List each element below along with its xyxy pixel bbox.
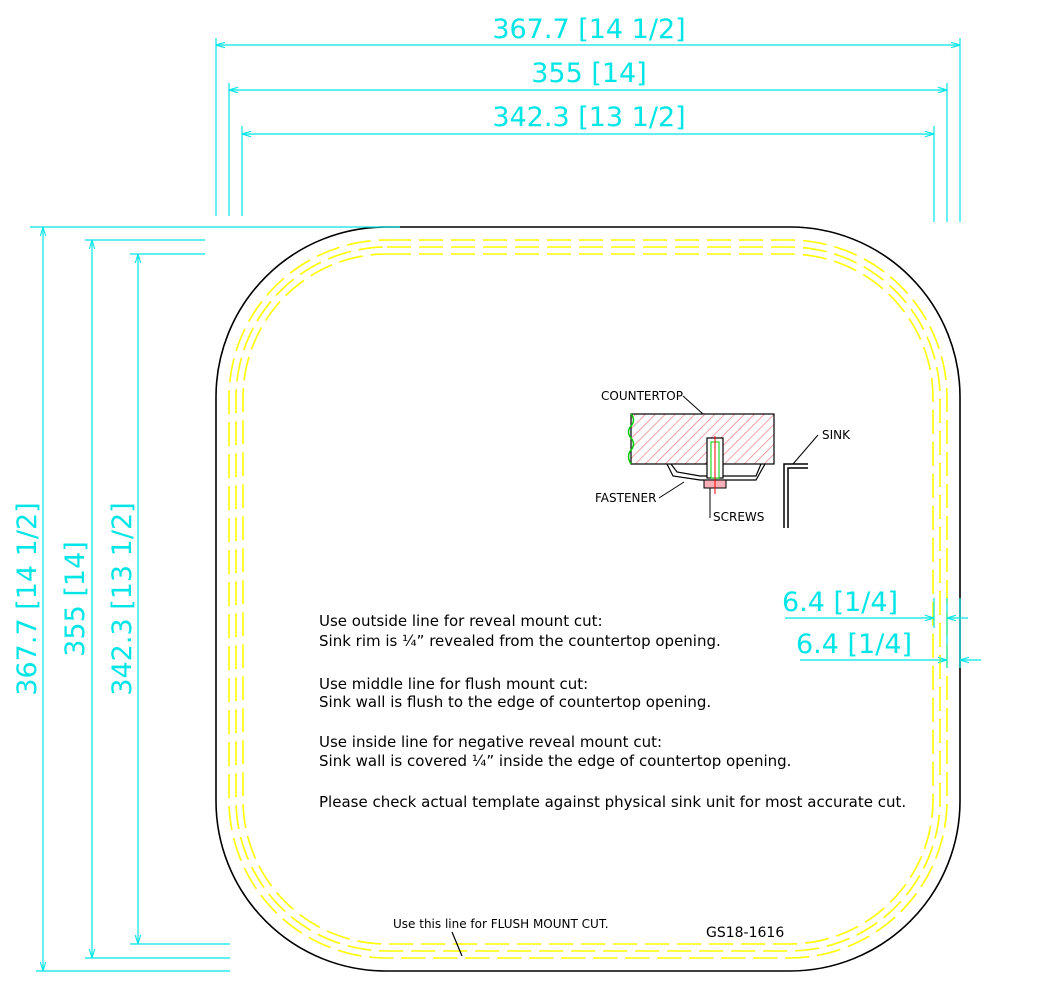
negative-reveal-title: Use inside line for negative reveal mount cut:: [319, 733, 663, 751]
offset-outer-label: 6.4 [1/4]: [782, 587, 899, 618]
sink-label: SINK: [822, 428, 851, 442]
flush-mount-title: Use middle line for flush mount cut:: [319, 675, 589, 693]
offset-inner-label: 6.4 [1/4]: [796, 629, 913, 660]
sink-leader: [793, 435, 818, 464]
width-middle-label: 355 [14]: [531, 58, 647, 89]
model-number: GS18-1616: [706, 925, 785, 941]
countertop-label: COUNTERTOP: [601, 389, 683, 403]
width-outer-label: 367.7 [14 1/2]: [492, 14, 686, 45]
height-middle-label: 355 [14]: [60, 541, 91, 657]
sink-rim-section: [784, 464, 808, 528]
fastener-leader: [659, 482, 684, 498]
fastener-label: FASTENER: [595, 491, 657, 505]
width-inner-label: 342.3 [13 1/2]: [492, 102, 686, 133]
reveal-mount-desc: Sink rim is ¼” revealed from the countertop opening.: [319, 632, 721, 650]
flush-line-label: Use this line for FLUSH MOUNT CUT.: [393, 917, 609, 931]
height-inner-label: 342.3 [13 1/2]: [107, 502, 138, 696]
countertop-leader: [683, 396, 703, 414]
reveal-mount-title: Use outside line for reveal mount cut:: [319, 612, 603, 630]
flush-mount-desc: Sink wall is flush to the edge of countertop opening.: [319, 693, 712, 711]
offset-extension-lines: [934, 598, 960, 668]
screws-label: SCREWS: [713, 510, 765, 524]
height-outer-label: 367.7 [14 1/2]: [12, 502, 43, 696]
negative-reveal-desc: Sink wall is covered ¼” inside the edge of countertop opening.: [319, 752, 792, 770]
countertop-section: [631, 414, 774, 464]
mounting-detail: [595, 389, 851, 528]
check-template-note: Please check actual template against physical sink unit for most accurate cut.: [319, 793, 907, 811]
